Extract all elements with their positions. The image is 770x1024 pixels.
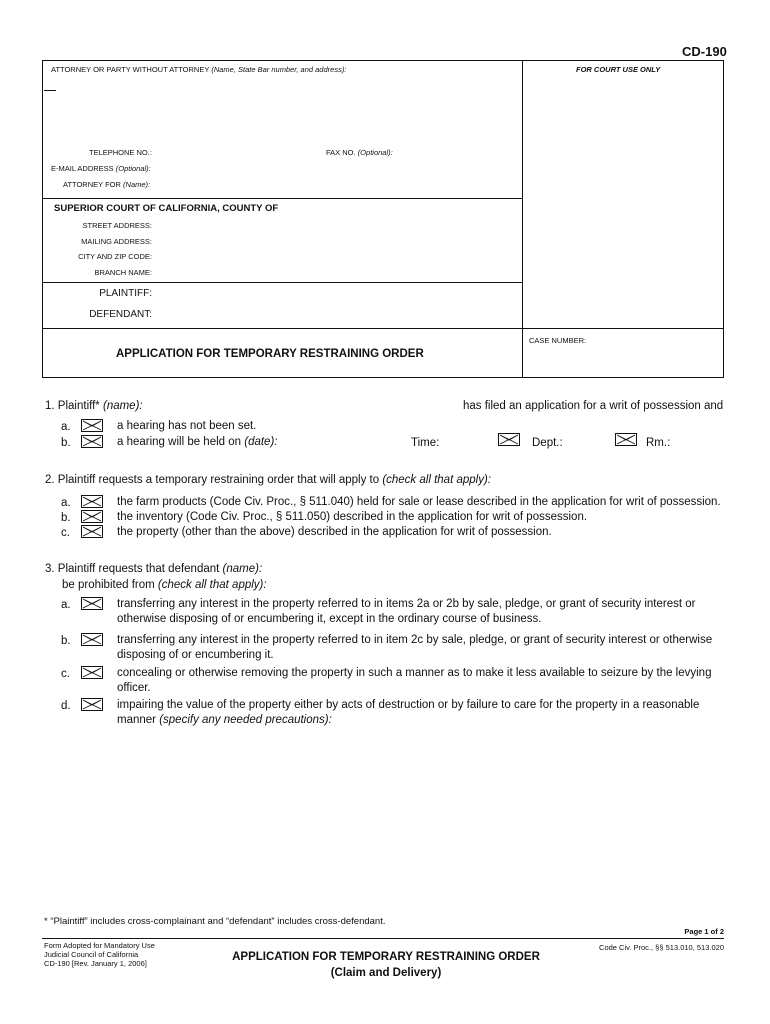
item3-heading: 3. Plaintiff requests that defendant (name): [45, 563, 263, 575]
rule [42, 282, 523, 283]
form-title: APPLICATION FOR TEMPORARY RESTRAINING ORDER [116, 348, 424, 360]
email-label: E-MAIL ADDRESS (Optional): [51, 164, 151, 173]
item1a-text: a hearing has not been set. [117, 420, 257, 432]
caption-divider [522, 60, 523, 378]
rm-label: Rm.: [646, 437, 671, 449]
item3b-checkbox[interactable] [81, 633, 103, 646]
adopted-line2: Judicial Council of California [44, 950, 139, 959]
item1-heading: 1. Plaintiff* (name): [45, 400, 143, 412]
item2-heading: 2. Plaintiff requests a temporary restraining order that will apply to (check all that apply): [45, 474, 491, 486]
item2a-text: the farm products (Code Civ. Proc., § 511.040) held for sale or lease described in the application for writ of possession. [117, 496, 721, 508]
rule [42, 328, 724, 329]
footer-title: APPLICATION FOR TEMPORARY RESTRAINING ORDER [232, 951, 540, 963]
form-adopted-block [44, 941, 155, 968]
item3b-text-line1: transferring any interest in the property referred to in item 2c by sale, pledge, or grant of security interest or otherwise [117, 634, 713, 646]
item2c-checkbox[interactable] [81, 525, 103, 538]
dept-checkbox[interactable] [498, 433, 520, 446]
item3c-letter: c. [61, 668, 70, 680]
footer-subtitle: (Claim and Delivery) [330, 967, 442, 979]
attorney-label: ATTORNEY OR PARTY WITHOUT ATTORNEY (Name, State Bar number, and address): [51, 65, 347, 74]
attorney-for-label: ATTORNEY FOR (Name): [63, 180, 151, 189]
code-citation: Code Civ. Proc., §§ 513.010, 513.020 [599, 943, 724, 952]
street-address-label: STREET ADDRESS: [82, 221, 152, 230]
item1-right-text: has filed an application for a writ of possession and [463, 400, 724, 412]
item3c-checkbox[interactable] [81, 666, 103, 679]
plaintiff-label: PLAINTIFF: [99, 288, 152, 299]
item3a-text-line1: transferring any interest in the property referred to in items 2a or 2b by sale, pledge, or grant of security interest or [117, 598, 696, 610]
fax-label: FAX NO. (Optional): [326, 148, 393, 157]
item3d-checkbox[interactable] [81, 698, 103, 711]
caption-box [42, 60, 724, 378]
footnote: * “Plaintiff” includes cross-complainant and “defendant” includes cross-defendant. [44, 916, 386, 927]
time-label: Time: [411, 437, 440, 449]
adopted-line3: CD-190 [Rev. January 1, 2006] [44, 959, 147, 968]
item3a-checkbox[interactable] [81, 597, 103, 610]
case-number-label: CASE NUMBER: [529, 336, 587, 345]
item3b-text-line2: disposing of or encumbering it. [117, 649, 274, 661]
attorney-entry-mark[interactable] [44, 90, 56, 91]
item3c-text-line2: officer. [117, 682, 151, 694]
item1a-letter: a. [61, 421, 71, 433]
telephone-label: TELEPHONE NO.: [89, 148, 152, 157]
city-zip-label: CITY AND ZIP CODE: [78, 252, 152, 261]
item3d-letter: d. [61, 700, 71, 712]
rm-checkbox[interactable] [615, 433, 637, 446]
page-number: Page 1 of 2 [684, 927, 724, 936]
defendant-label: DEFENDANT: [89, 309, 152, 320]
item2a-letter: a. [61, 497, 71, 509]
dept-label: Dept.: [532, 437, 563, 449]
item3a-letter: a. [61, 599, 71, 611]
item2b-text: the inventory (Code Civ. Proc., § 511.050) described in the application for writ of possession. [117, 511, 588, 523]
item3d-text-line1: impairing the value of the property either by acts of destruction or by failure to care for the property in a reasonable [117, 699, 700, 711]
footer-rule [42, 938, 724, 939]
item1b-letter: b. [61, 437, 71, 449]
item2a-checkbox[interactable] [81, 495, 103, 508]
item1b-text: a hearing will be held on (date): [117, 436, 278, 448]
item2b-letter: b. [61, 512, 71, 524]
form-number: CD-190 [682, 44, 727, 59]
branch-name-label: BRANCH NAME: [94, 268, 152, 277]
item2b-checkbox[interactable] [81, 510, 103, 523]
item3a-text-line2: otherwise disposing of or encumbering it, except in the ordinary course of business. [117, 613, 542, 625]
item3-subheading: be prohibited from (check all that apply): [62, 579, 267, 591]
rule [42, 198, 523, 199]
court-use-label: FOR COURT USE ONLY [576, 65, 661, 74]
court-title: SUPERIOR COURT OF CALIFORNIA, COUNTY OF [54, 203, 279, 214]
item3b-letter: b. [61, 635, 71, 647]
mailing-address-label: MAILING ADDRESS: [81, 237, 152, 246]
item2c-letter: c. [61, 527, 70, 539]
item3c-text-line1: concealing or otherwise removing the property in such a manner as to make it less available to seizure by the levying [117, 667, 712, 679]
item2c-text: the property (other than the above) described in the application for writ of possession. [117, 526, 552, 538]
footer-title-block [214, 949, 558, 981]
adopted-line1: Form Adopted for Mandatory Use [44, 941, 155, 950]
item3d-text-line2: manner (specify any needed precautions): [117, 714, 332, 726]
item1b-checkbox[interactable] [81, 435, 103, 448]
item1a-checkbox[interactable] [81, 419, 103, 432]
